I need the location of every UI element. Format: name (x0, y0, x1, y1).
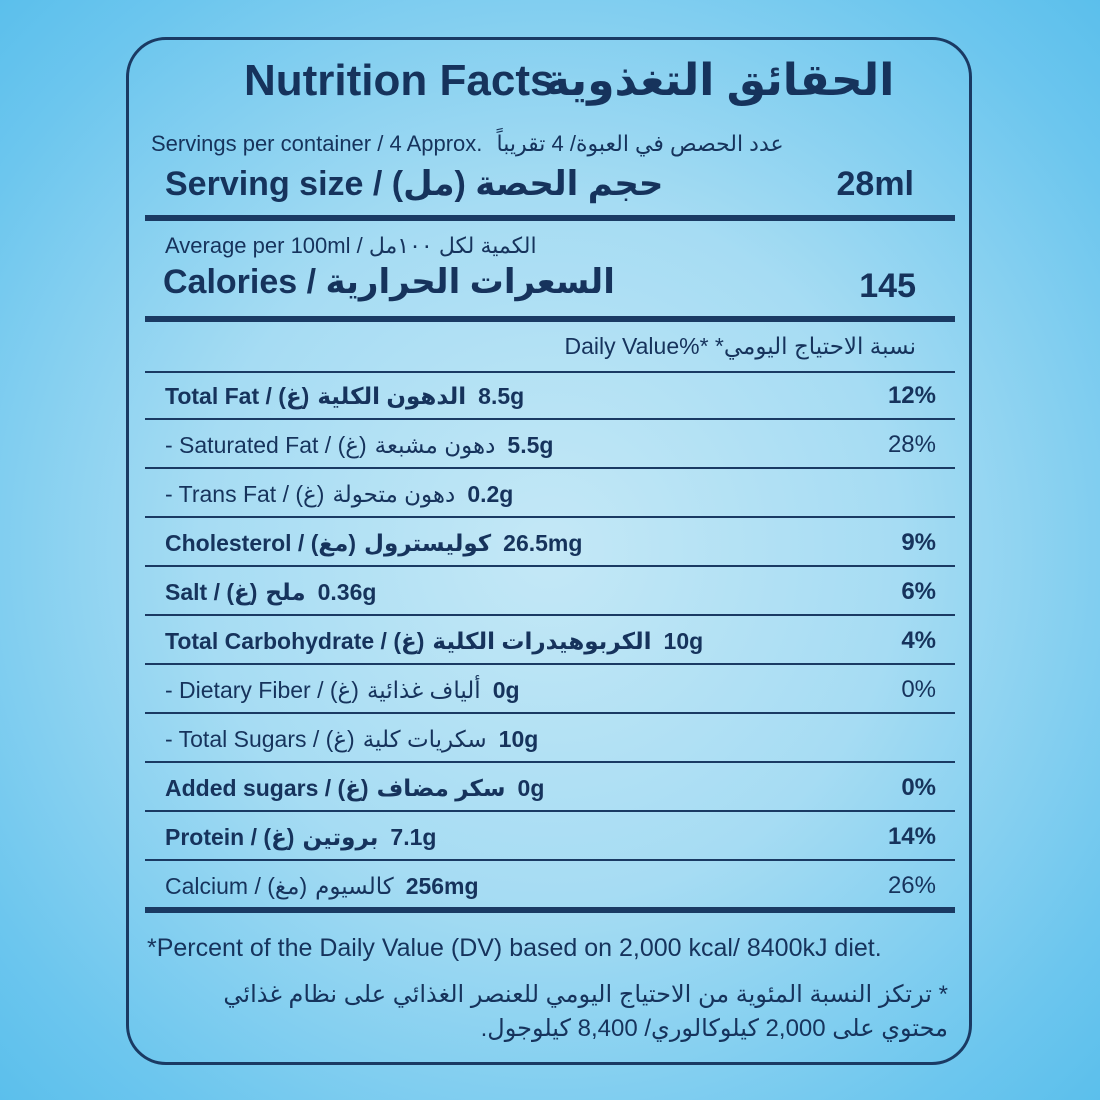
nutrient-name-ar: ألياف غذائية (366, 677, 481, 703)
nutrient-amount: 7.1g (390, 824, 437, 850)
divider-thick-3 (145, 907, 955, 913)
serving-size-label (165, 164, 663, 204)
nutrient-name-ar: الكربوهيدرات الكلية (432, 628, 652, 654)
nutrient-row-label (165, 675, 520, 705)
footnote-ar-line-1: * ترتكز النسبة المئوية من الاحتياج اليومي للعنصر الغذائي على نظام غذائي (223, 981, 948, 1008)
nutrient-amount: 26.5mg (503, 530, 583, 556)
row-divider (145, 614, 955, 616)
servings-ar: عدد الحصص في العبوة/ 4 تقريباً (496, 131, 784, 156)
nutrient-row-label (165, 822, 436, 852)
nutrient-name-ar: سكر مضاف (376, 775, 506, 801)
serving-size-en: Serving size / (165, 165, 383, 203)
row-divider (145, 467, 955, 469)
nutrient-row-label (165, 871, 479, 901)
nutrient-row-label (165, 773, 544, 803)
average-en: Average per 100ml / (165, 233, 363, 258)
title-en: Nutrition Facts (244, 56, 555, 105)
nutrient-row-label (165, 528, 582, 558)
row-divider (145, 565, 955, 567)
divider-thick-1 (145, 215, 955, 221)
nutrient-name-en: - Saturated Fat / (غ) (165, 432, 367, 458)
nutrient-name-en: - Trans Fat / (غ) (165, 481, 325, 507)
row-divider (145, 418, 955, 420)
nutrient-name-en: Calcium / (مغ) (165, 873, 308, 899)
serving-size-value: 28ml (836, 165, 914, 203)
divider-thick-2 (145, 316, 955, 322)
nutrient-row-label (165, 479, 513, 509)
nutrient-name-ar: الدهون الكلية (317, 383, 467, 409)
row-divider (145, 371, 955, 373)
nutrient-amount: 10g (663, 628, 704, 654)
row-divider (145, 712, 955, 714)
row-divider (145, 663, 955, 665)
daily-value-header-en: Daily Value%* (564, 333, 709, 359)
row-divider (145, 761, 955, 763)
nutrient-daily-value: 9% (901, 529, 936, 556)
nutrient-daily-value: 28% (887, 431, 936, 458)
nutrient-daily-value: 14% (887, 823, 936, 850)
nutrient-name-ar: دهون مشبعة (374, 432, 496, 458)
nutrient-daily-value: 12% (887, 382, 936, 409)
daily-value-header (564, 331, 916, 361)
serving-size-ar: حجم الحصة (مل) (391, 165, 664, 203)
nutrient-name-en: - Total Sugars / (غ) (165, 726, 355, 752)
nutrient-amount: 10g (498, 726, 539, 752)
nutrient-name-ar: كوليسترول (363, 530, 492, 556)
calories-value: 145 (859, 267, 916, 305)
nutrient-row-label (165, 430, 553, 460)
daily-value-header-ar: نسبة الاحتياج اليومي* (714, 333, 916, 359)
nutrient-name-ar: كالسيوم (315, 873, 394, 899)
nutrient-row-label (165, 577, 376, 607)
nutrient-row-label (165, 626, 703, 656)
calories-en: Calories / (163, 263, 317, 301)
nutrient-name-ar: بروتين (302, 824, 379, 850)
nutrient-amount: 0g (492, 677, 520, 703)
nutrient-name-ar: دهون متحولة (332, 481, 456, 507)
nutrient-name-en: Protein / (غ) (165, 824, 295, 850)
nutrient-daily-value: 0% (901, 774, 936, 801)
servings-line (151, 131, 784, 157)
calories-label (163, 262, 615, 302)
nutrient-name-en: Total Carbohydrate / (غ) (165, 628, 425, 654)
footnote-en: *Percent of the Daily Value (DV) based on 2,000 kcal/ 8400kJ diet. (147, 934, 882, 962)
nutrient-name-ar: سكريات كلية (362, 726, 487, 752)
nutrient-row-label (165, 381, 524, 411)
nutrient-daily-value: 6% (901, 578, 936, 605)
nutrient-name-en: Cholesterol / (مغ) (165, 530, 356, 556)
nutrient-amount: 0g (517, 775, 545, 801)
nutrient-amount: 256mg (405, 873, 479, 899)
row-divider (145, 810, 955, 812)
nutrient-name-en: Added sugars / (غ) (165, 775, 369, 801)
title-ar: الحقائق التغذوية (544, 56, 895, 105)
nutrient-daily-value: 26% (887, 872, 936, 899)
nutrient-name-en: Salt / (غ) (165, 579, 258, 605)
nutrient-row-label (165, 724, 538, 754)
nutrient-amount: 8.5g (478, 383, 525, 409)
nutrient-name-en: - Dietary Fiber / (غ) (165, 677, 359, 703)
nutrient-name-ar: ملح (265, 579, 306, 605)
nutrient-name-en: Total Fat / (غ) (165, 383, 310, 409)
row-divider (145, 859, 955, 861)
nutrient-daily-value: 4% (901, 627, 936, 654)
calories-ar: السعرات الحرارية (325, 263, 615, 301)
row-divider (145, 516, 955, 518)
footnote-ar-line-2: محتوي على 2,000 كيلوكالوري/ 8,400 كيلوجول. (480, 1015, 948, 1042)
average-ar: الكمية لكل ١٠٠مل (368, 233, 537, 258)
nutrient-daily-value: 0% (901, 676, 936, 703)
average-line (165, 233, 537, 259)
nutrient-amount: 5.5g (507, 432, 554, 458)
servings-en: Servings per container / 4 Approx. (151, 131, 483, 156)
nutrient-amount: 0.2g (467, 481, 514, 507)
nutrient-amount: 0.36g (317, 579, 377, 605)
